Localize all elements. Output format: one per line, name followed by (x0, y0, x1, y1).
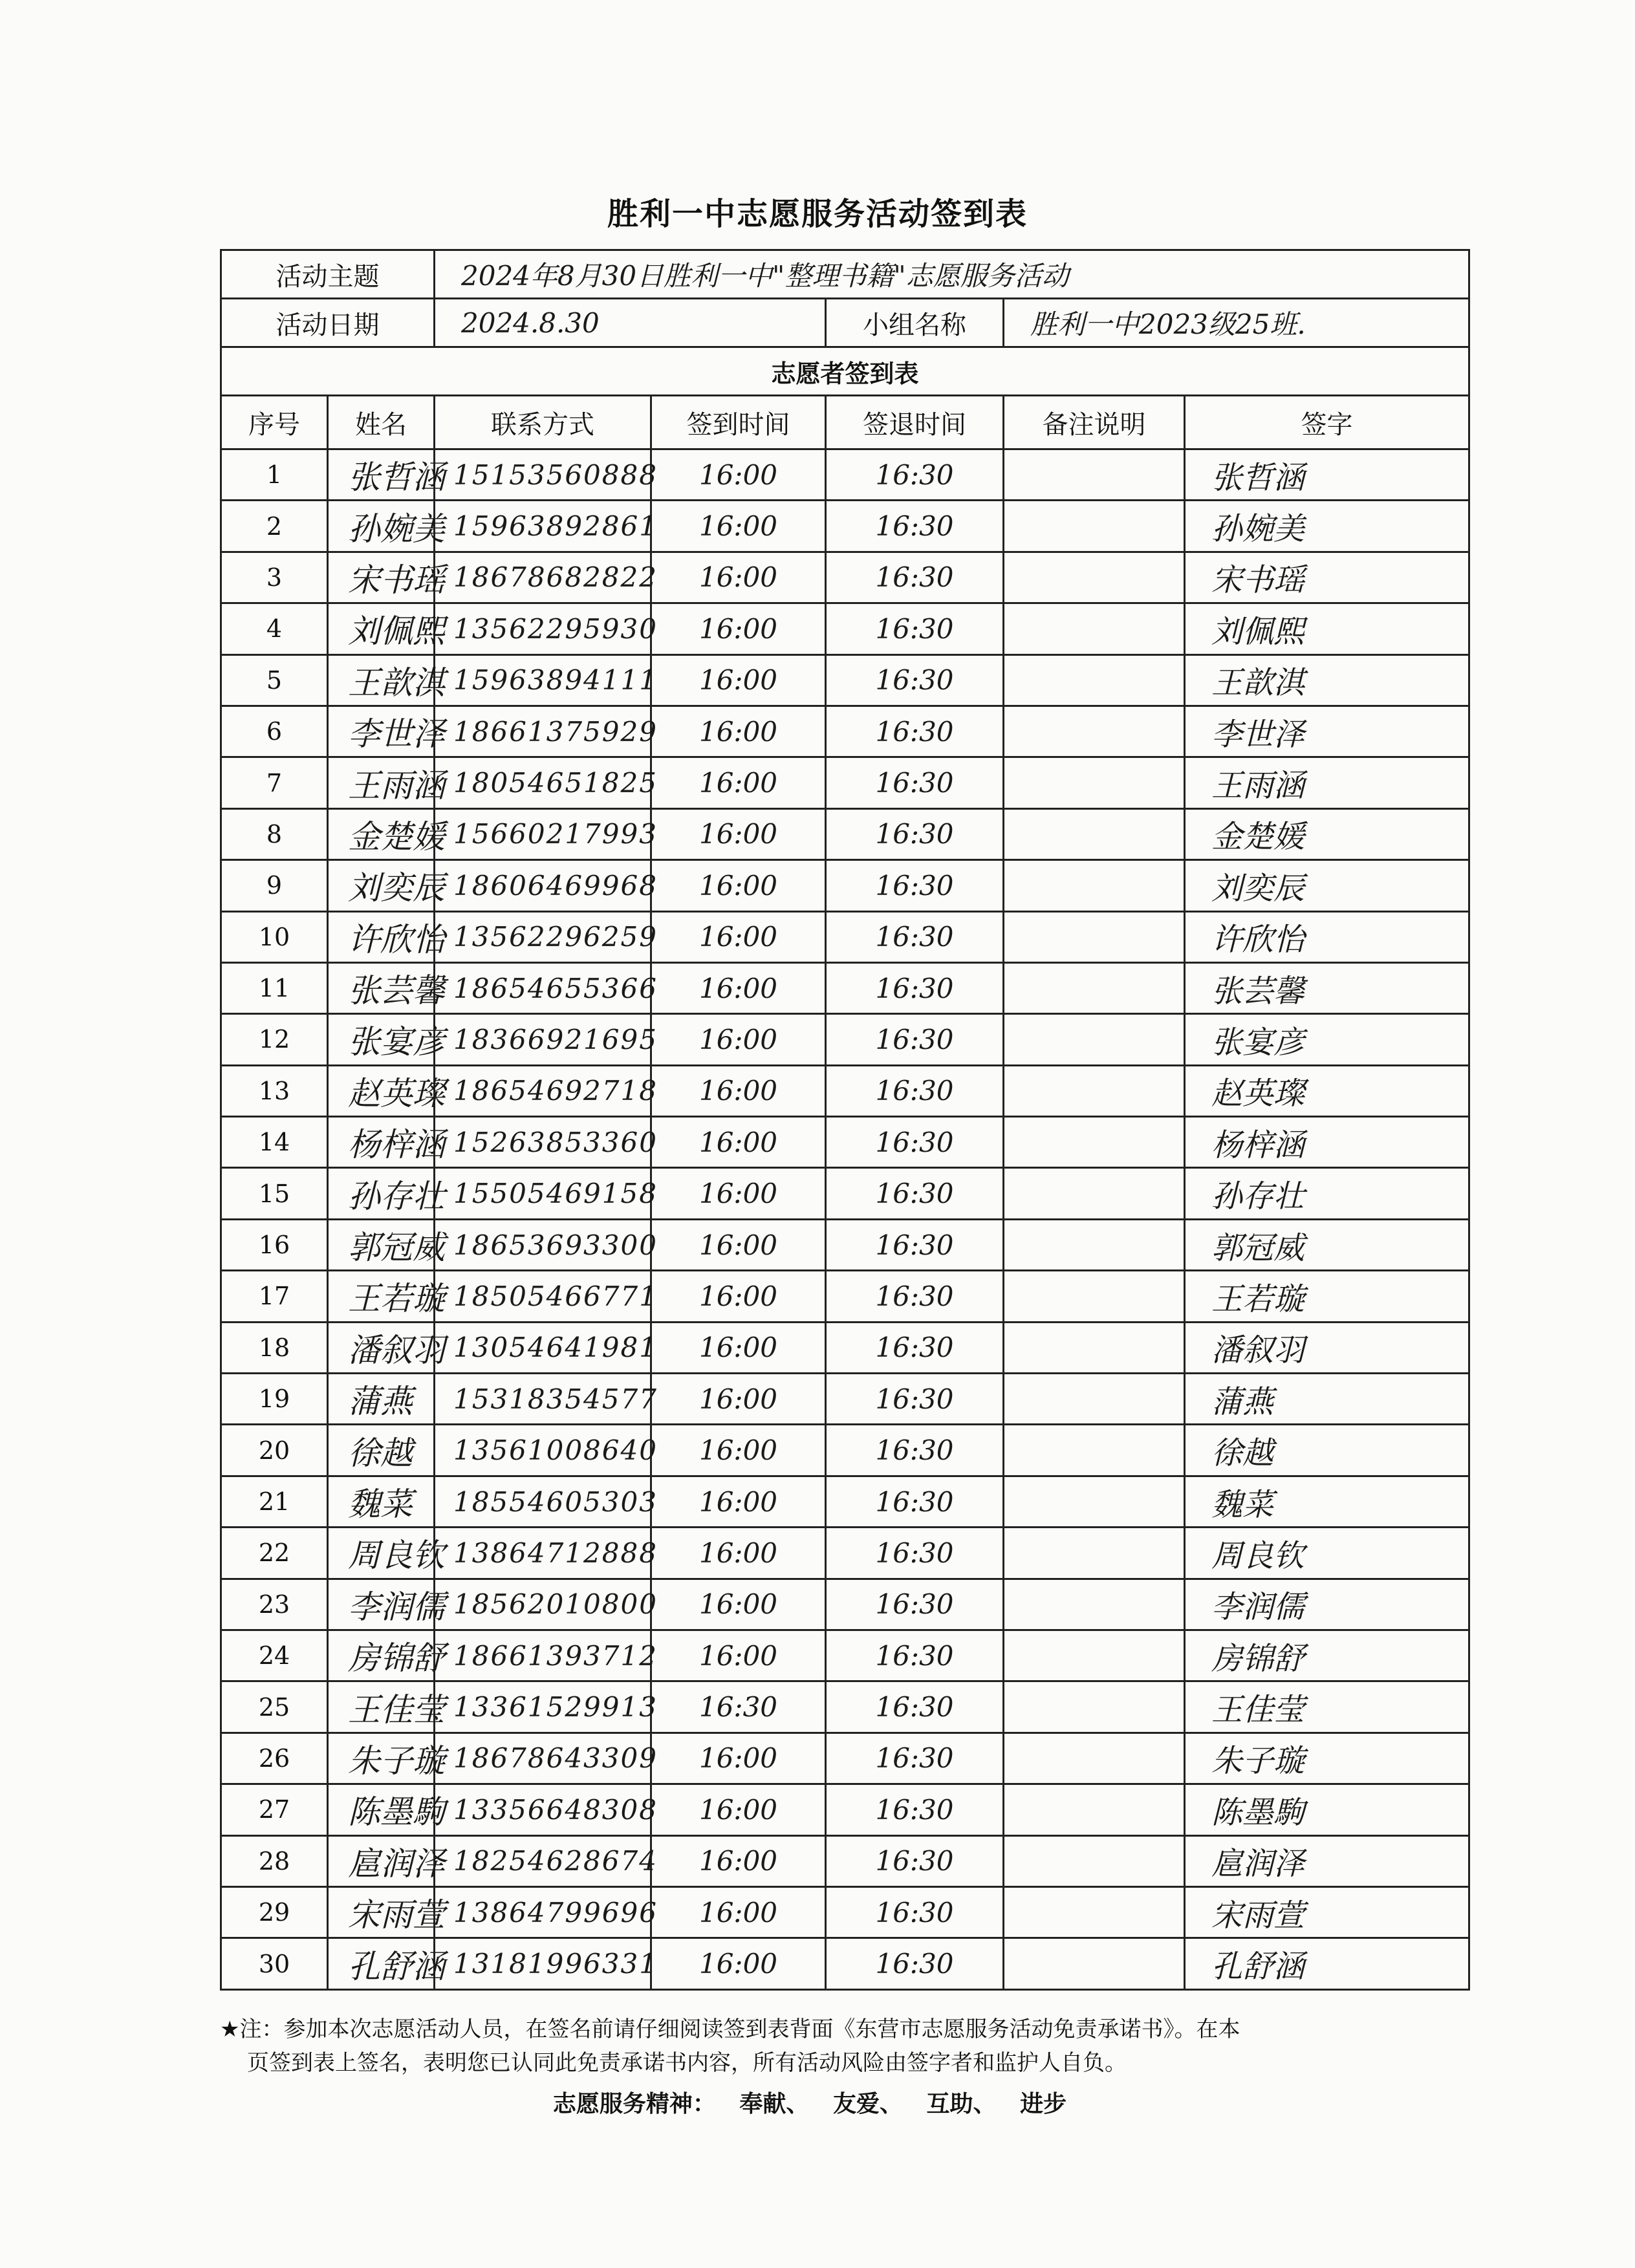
checkin-time: 16:00 (651, 603, 826, 654)
phone-number: 15660217993 (435, 808, 651, 859)
checkout-time: 16:30 (826, 1425, 1004, 1476)
volunteer-name: 蒲燕 (328, 1374, 435, 1425)
row-number: 26 (221, 1733, 328, 1784)
signature: 张哲涵 (1185, 449, 1469, 501)
phone-number: 18654655366 (435, 962, 651, 1013)
checkin-time: 16:00 (651, 654, 826, 706)
table-row (221, 1117, 1469, 1168)
note-cell (1004, 501, 1185, 552)
phone-number: 18661375929 (435, 706, 651, 757)
section-title-row (221, 347, 1469, 396)
note-cell (1004, 808, 1185, 859)
checkin-time: 16:00 (651, 706, 826, 757)
phone-number: 13356648308 (435, 1784, 651, 1835)
header-row (221, 396, 1469, 449)
checkin-time: 16:00 (651, 1784, 826, 1835)
phone-number: 18054651825 (435, 757, 651, 808)
checkout-time: 16:30 (826, 706, 1004, 757)
checkin-time: 16:00 (651, 501, 826, 552)
checkin-time: 16:00 (651, 1476, 826, 1527)
table-row (221, 1271, 1469, 1322)
checkout-time: 16:30 (826, 860, 1004, 911)
row-number: 11 (221, 962, 328, 1013)
checkout-time: 16:30 (826, 1014, 1004, 1065)
row-number: 3 (221, 552, 328, 603)
checkin-time: 16:30 (651, 1681, 826, 1733)
volunteer-name: 郭冠威 (328, 1219, 435, 1270)
row-number: 23 (221, 1579, 328, 1630)
signature: 朱子璇 (1185, 1733, 1469, 1784)
table-row (221, 1681, 1469, 1733)
signature: 郭冠威 (1185, 1219, 1469, 1270)
checkout-time: 16:30 (826, 501, 1004, 552)
table-row (221, 449, 1469, 501)
note-cell (1004, 1117, 1185, 1168)
footnote-line-2: 页签到表上签名，表明您已认同此免责承诺书内容，所有活动风险由签字者和监护人自负。 (247, 2050, 1127, 2076)
note-cell (1004, 1014, 1185, 1065)
phone-number: 18661393712 (435, 1630, 651, 1681)
note-cell (1004, 1425, 1185, 1476)
row-number: 12 (221, 1014, 328, 1065)
header-checkin: 签到时间 (651, 396, 826, 449)
row-number: 9 (221, 860, 328, 911)
row-number: 2 (221, 501, 328, 552)
theme-value: 2024年8月30日胜利一中"整理书籍"志愿服务活动 (435, 250, 1469, 299)
volunteer-name: 徐越 (328, 1425, 435, 1476)
table-row (221, 1219, 1469, 1270)
motto-label: 志愿服务精神： (552, 2091, 716, 2117)
checkout-time: 16:30 (826, 911, 1004, 962)
note-cell (1004, 757, 1185, 808)
volunteer-name: 陈墨駒 (328, 1784, 435, 1835)
signature: 房锦舒 (1185, 1630, 1469, 1681)
checkin-time: 16:00 (651, 1579, 826, 1630)
phone-number: 18678643309 (435, 1733, 651, 1784)
phone-number: 18505466771 (435, 1271, 651, 1322)
checkout-time: 16:30 (826, 552, 1004, 603)
phone-number: 13864799696 (435, 1886, 651, 1938)
footnote-line-1: ★注：参加本次志愿活动人员，在签名前请仔细阅读签到表背面《东营市志愿服务活动免责承诺书》。在本 (220, 2016, 1240, 2042)
checkin-time: 16:00 (651, 1630, 826, 1681)
motto-item: 进步 (1020, 2091, 1067, 2117)
phone-number: 15153560888 (435, 449, 651, 501)
row-number: 6 (221, 706, 328, 757)
signature: 王雨涵 (1185, 757, 1469, 808)
table-row (221, 1835, 1469, 1886)
checkin-time: 16:00 (651, 1886, 826, 1938)
note-cell (1004, 1886, 1185, 1938)
note-cell (1004, 1168, 1185, 1219)
table-row (221, 1886, 1469, 1938)
row-number: 19 (221, 1374, 328, 1425)
note-cell (1004, 1271, 1185, 1322)
volunteer-name: 潘叙羽 (328, 1322, 435, 1373)
signature: 蒲燕 (1185, 1374, 1469, 1425)
signature: 杨梓涵 (1185, 1117, 1469, 1168)
checkout-time: 16:30 (826, 1065, 1004, 1116)
checkout-time: 16:30 (826, 1784, 1004, 1835)
volunteer-name: 张芸馨 (328, 962, 435, 1013)
checkout-time: 16:30 (826, 757, 1004, 808)
phone-number: 13561008640 (435, 1425, 651, 1476)
note-cell (1004, 860, 1185, 911)
checkout-time: 16:30 (826, 1219, 1004, 1270)
volunteer-name: 孙婉美 (328, 501, 435, 552)
volunteer-name: 李润儒 (328, 1579, 435, 1630)
table-row (221, 603, 1469, 654)
table-row (221, 1065, 1469, 1116)
footnote (220, 2013, 1468, 2080)
checkin-time: 16:00 (651, 552, 826, 603)
checkin-time: 16:00 (651, 1374, 826, 1425)
checkout-time: 16:30 (826, 1886, 1004, 1938)
volunteer-name: 朱子璇 (328, 1733, 435, 1784)
phone-number: 13181996331 (435, 1938, 651, 1989)
signature: 魏菜 (1185, 1476, 1469, 1527)
row-number: 21 (221, 1476, 328, 1527)
phone-number: 15505469158 (435, 1168, 651, 1219)
signature: 孙婉美 (1185, 501, 1469, 552)
motto-item: 奉献、 (739, 2091, 810, 2117)
section-title: 志愿者签到表 (221, 347, 1469, 396)
row-number: 24 (221, 1630, 328, 1681)
signature: 刘奕辰 (1185, 860, 1469, 911)
note-cell (1004, 911, 1185, 962)
checkin-time: 16:00 (651, 1117, 826, 1168)
table-row (221, 911, 1469, 962)
checkin-time: 16:00 (651, 1168, 826, 1219)
table-row (221, 1733, 1469, 1784)
table-row (221, 1014, 1469, 1065)
page-title: 胜利一中志愿服务活动签到表 (607, 196, 1028, 232)
volunteer-name: 孙存壮 (328, 1168, 435, 1219)
row-number: 15 (221, 1168, 328, 1219)
row-number: 28 (221, 1835, 328, 1886)
signature: 孔舒涵 (1185, 1938, 1469, 1989)
signature: 潘叙羽 (1185, 1322, 1469, 1373)
note-cell (1004, 449, 1185, 501)
volunteer-name: 宋书瑶 (328, 552, 435, 603)
date-value: 2024.8.30 (435, 299, 826, 347)
phone-number: 18606469968 (435, 860, 651, 911)
checkout-time: 16:30 (826, 808, 1004, 859)
date-row (221, 299, 1469, 347)
checkin-time: 16:00 (651, 962, 826, 1013)
table-row (221, 1938, 1469, 1989)
table-row (221, 1322, 1469, 1373)
table-row (221, 757, 1469, 808)
note-cell (1004, 552, 1185, 603)
volunteer-name: 王若璇 (328, 1271, 435, 1322)
checkout-time: 16:30 (826, 1374, 1004, 1425)
note-cell (1004, 706, 1185, 757)
signature: 王歆淇 (1185, 654, 1469, 706)
note-cell (1004, 1476, 1185, 1527)
row-number: 8 (221, 808, 328, 859)
table-row (221, 1374, 1469, 1425)
signature: 赵英璨 (1185, 1065, 1469, 1116)
checkout-time: 16:30 (826, 1681, 1004, 1733)
checkin-time: 16:00 (651, 1835, 826, 1886)
checkout-time: 16:30 (826, 1322, 1004, 1373)
checkout-time: 16:30 (826, 1835, 1004, 1886)
checkin-time: 16:00 (651, 911, 826, 962)
table-row (221, 654, 1469, 706)
table-row (221, 706, 1469, 757)
checkin-time: 16:00 (651, 1733, 826, 1784)
note-cell (1004, 1219, 1185, 1270)
table-row (221, 1528, 1469, 1579)
phone-number: 18678682822 (435, 552, 651, 603)
motto-item: 友爱、 (832, 2091, 903, 2117)
volunteer-name: 张哲涵 (328, 449, 435, 501)
row-number: 20 (221, 1425, 328, 1476)
row-number: 17 (221, 1271, 328, 1322)
row-number: 10 (221, 911, 328, 962)
row-number: 27 (221, 1784, 328, 1835)
table-row (221, 1425, 1469, 1476)
phone-number: 18554605303 (435, 1476, 651, 1527)
checkin-time: 16:00 (651, 449, 826, 501)
phone-number: 15263853360 (435, 1117, 651, 1168)
row-number: 1 (221, 449, 328, 501)
table-row (221, 1784, 1469, 1835)
group-value: 胜利一中2023级25班. (1004, 299, 1469, 347)
phone-number: 13864712888 (435, 1528, 651, 1579)
row-number: 22 (221, 1528, 328, 1579)
date-label: 活动日期 (221, 299, 435, 347)
checkout-time: 16:30 (826, 1476, 1004, 1527)
checkin-time: 16:00 (651, 808, 826, 859)
table-row (221, 1476, 1469, 1527)
signature: 徐越 (1185, 1425, 1469, 1476)
signin-table (220, 249, 1470, 1991)
note-cell (1004, 1374, 1185, 1425)
note-cell (1004, 1681, 1185, 1733)
checkout-time: 16:30 (826, 1168, 1004, 1219)
row-number: 5 (221, 654, 328, 706)
note-cell (1004, 1733, 1185, 1784)
signature: 扈润泽 (1185, 1835, 1469, 1886)
volunteer-name: 赵英璨 (328, 1065, 435, 1116)
volunteer-name: 扈润泽 (328, 1835, 435, 1886)
note-cell (1004, 1528, 1185, 1579)
row-number: 7 (221, 757, 328, 808)
volunteer-name: 许欣怡 (328, 911, 435, 962)
row-number: 13 (221, 1065, 328, 1116)
checkout-time: 16:30 (826, 1271, 1004, 1322)
phone-number: 18653693300 (435, 1219, 651, 1270)
theme-row (221, 250, 1469, 299)
note-cell (1004, 1630, 1185, 1681)
phone-number: 13361529913 (435, 1681, 651, 1733)
volunteer-name: 魏菜 (328, 1476, 435, 1527)
phone-number: 18654692718 (435, 1065, 651, 1116)
checkout-time: 16:30 (826, 1117, 1004, 1168)
header-no: 序号 (221, 396, 328, 449)
phone-number: 13562296259 (435, 911, 651, 962)
phone-number: 18366921695 (435, 1014, 651, 1065)
volunteer-name: 张宴彦 (328, 1014, 435, 1065)
checkout-time: 16:30 (826, 1938, 1004, 1989)
header-signature: 签字 (1185, 396, 1469, 449)
note-cell (1004, 603, 1185, 654)
note-cell (1004, 1835, 1185, 1886)
phone-number: 18562010800 (435, 1579, 651, 1630)
row-number: 30 (221, 1938, 328, 1989)
phone-number: 15318354577 (435, 1374, 651, 1425)
checkout-time: 16:30 (826, 1630, 1004, 1681)
signature: 王若璇 (1185, 1271, 1469, 1322)
checkout-time: 16:30 (826, 1528, 1004, 1579)
header-note: 备注说明 (1004, 396, 1185, 449)
checkin-time: 16:00 (651, 1065, 826, 1116)
table-row (221, 552, 1469, 603)
checkin-time: 16:00 (651, 1938, 826, 1989)
header-checkout: 签退时间 (826, 396, 1004, 449)
phone-number: 13562295930 (435, 603, 651, 654)
signature: 李润儒 (1185, 1579, 1469, 1630)
row-number: 29 (221, 1886, 328, 1938)
note-cell (1004, 1784, 1185, 1835)
volunteer-name: 王歆淇 (328, 654, 435, 706)
checkout-time: 16:30 (826, 1579, 1004, 1630)
checkin-time: 16:00 (651, 860, 826, 911)
volunteer-name: 刘佩熙 (328, 603, 435, 654)
table-row (221, 962, 1469, 1013)
signature: 金楚媛 (1185, 808, 1469, 859)
checkin-time: 16:00 (651, 757, 826, 808)
row-number: 16 (221, 1219, 328, 1270)
phone-number: 18254628674 (435, 1835, 651, 1886)
header-phone: 联系方式 (435, 396, 651, 449)
table-row (221, 860, 1469, 911)
signature: 孙存壮 (1185, 1168, 1469, 1219)
checkout-time: 16:30 (826, 449, 1004, 501)
checkin-time: 16:00 (651, 1425, 826, 1476)
volunteer-name: 宋雨萱 (328, 1886, 435, 1938)
volunteer-name: 王雨涵 (328, 757, 435, 808)
checkout-time: 16:30 (826, 654, 1004, 706)
note-cell (1004, 1938, 1185, 1989)
note-cell (1004, 1322, 1185, 1373)
volunteer-name: 李世泽 (328, 706, 435, 757)
motto-item: 互助、 (926, 2091, 997, 2117)
signature: 张宴彦 (1185, 1014, 1469, 1065)
volunteer-name: 房锦舒 (328, 1630, 435, 1681)
note-cell (1004, 1065, 1185, 1116)
group-label: 小组名称 (826, 299, 1004, 347)
checkout-time: 16:30 (826, 1733, 1004, 1784)
volunteer-name: 杨梓涵 (328, 1117, 435, 1168)
phone-number: 15963894111 (435, 654, 651, 706)
header-name: 姓名 (328, 396, 435, 449)
note-cell (1004, 654, 1185, 706)
volunteer-name: 周良钦 (328, 1528, 435, 1579)
volunteer-motto (0, 2086, 1635, 2119)
table-row (221, 501, 1469, 552)
row-number: 18 (221, 1322, 328, 1373)
checkin-time: 16:00 (651, 1271, 826, 1322)
signature: 周良钦 (1185, 1528, 1469, 1579)
row-number: 25 (221, 1681, 328, 1733)
checkout-time: 16:30 (826, 962, 1004, 1013)
table-row (221, 1630, 1469, 1681)
note-cell (1004, 962, 1185, 1013)
table-row (221, 1579, 1469, 1630)
signature: 王佳莹 (1185, 1681, 1469, 1733)
checkin-time: 16:00 (651, 1014, 826, 1065)
volunteer-name: 刘奕辰 (328, 860, 435, 911)
checkin-time: 16:00 (651, 1219, 826, 1270)
signature: 刘佩熙 (1185, 603, 1469, 654)
signature: 李世泽 (1185, 706, 1469, 757)
signature: 陈墨駒 (1185, 1784, 1469, 1835)
volunteer-name: 金楚媛 (328, 808, 435, 859)
signature: 许欣怡 (1185, 911, 1469, 962)
signature: 宋书瑶 (1185, 552, 1469, 603)
table-row (221, 808, 1469, 859)
signature: 张芸馨 (1185, 962, 1469, 1013)
signature: 宋雨萱 (1185, 1886, 1469, 1938)
table-row (221, 1168, 1469, 1219)
checkin-time: 16:00 (651, 1528, 826, 1579)
row-number: 4 (221, 603, 328, 654)
note-cell (1004, 1579, 1185, 1630)
theme-label: 活动主题 (221, 250, 435, 299)
checkout-time: 16:30 (826, 603, 1004, 654)
volunteer-name: 王佳莹 (328, 1681, 435, 1733)
phone-number: 13054641981 (435, 1322, 651, 1373)
phone-number: 15963892861 (435, 501, 651, 552)
row-number: 14 (221, 1117, 328, 1168)
checkin-time: 16:00 (651, 1322, 826, 1373)
volunteer-name: 孔舒涵 (328, 1938, 435, 1989)
